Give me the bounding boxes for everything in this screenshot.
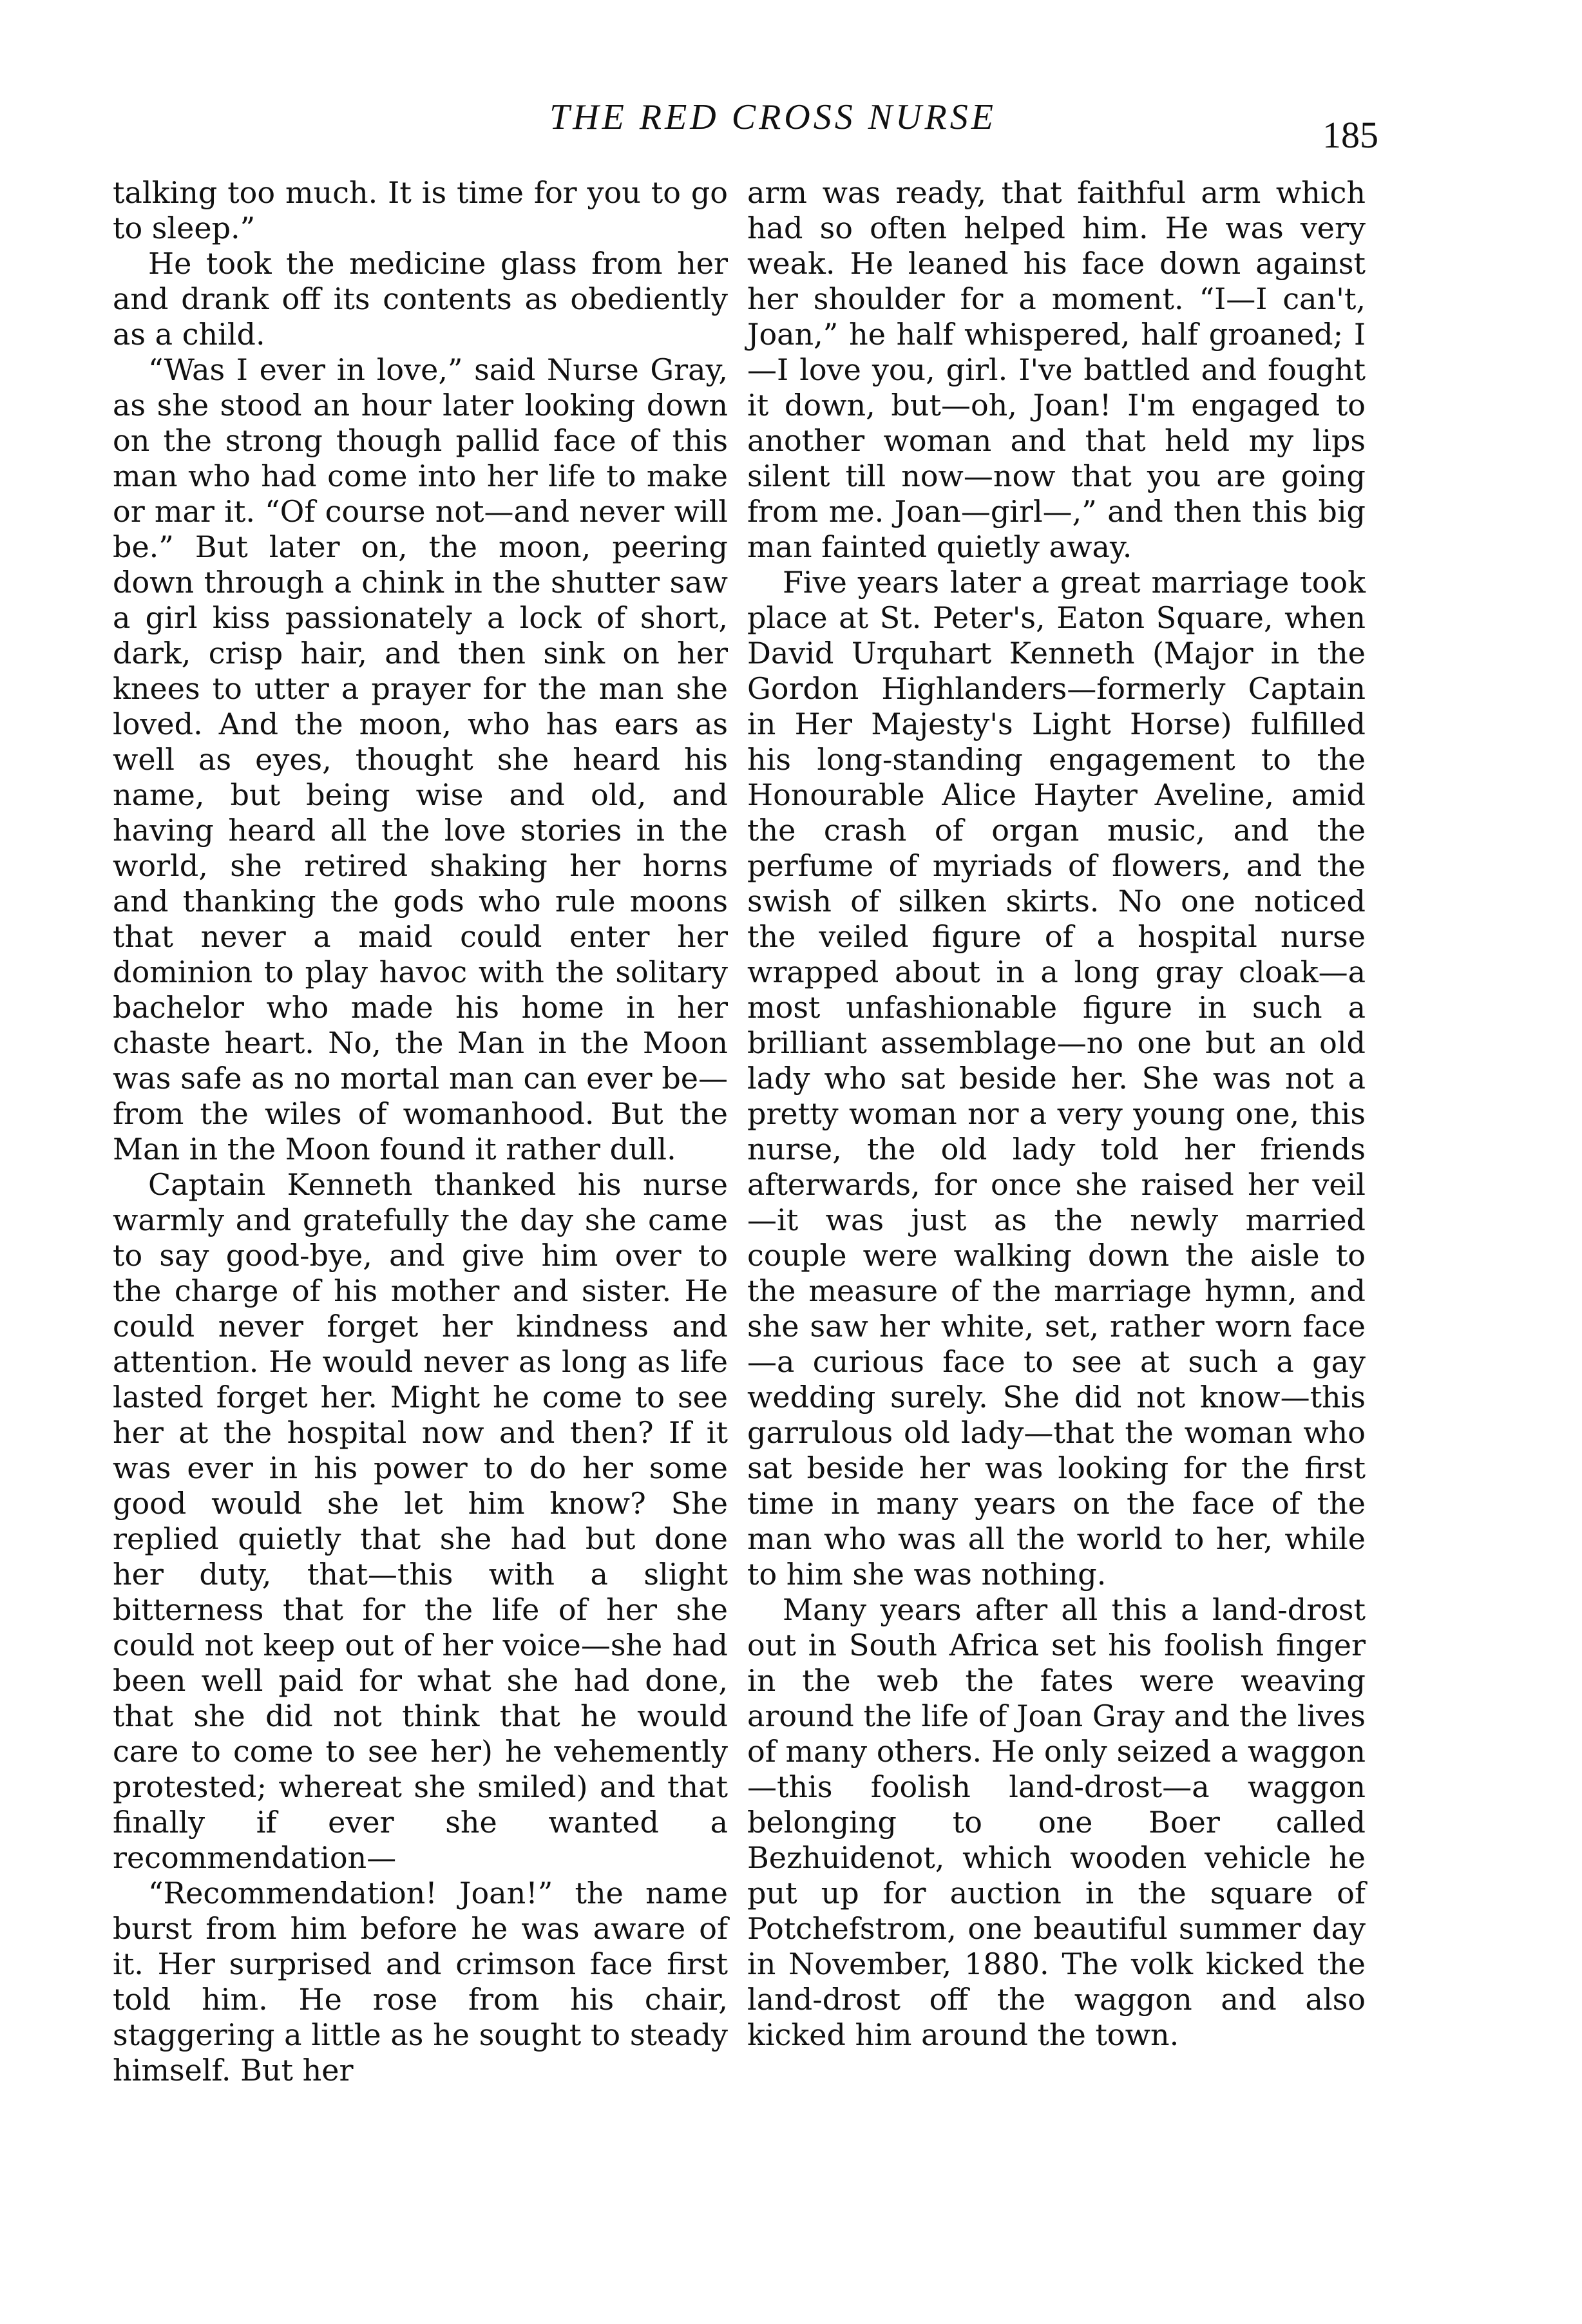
running-title: THE RED CROSS NURSE	[549, 97, 996, 137]
paragraph: Captain Kenneth thanked his nurse warmly and gratefully the day she came to say good-bye, and give him over to the charge of his mother and sister. He could never forget her kindness and attention. He would never as long as life lasted forget her. Might he come to see her at the hospital now and then? If it was ever in his power to do her some good would she let him know? She replied quietly that she had but done her duty, that—this with a slight bitterness that for the life of her she could not keep out of her voice—she had been well paid for what she had done, that she did not think that he would care to come to see her) he vehemently protested; whereat she smiled) and that finally if ever she wanted a recommendation—	[113, 1167, 728, 1875]
paragraph: Many years after all this a land-drost out in South Africa set his foolish finger in the web the fates were weaving around the life of Joan Gray and the lives of many others. He only seized a waggon—this foolish land-drost—a waggon belonging to one Boer called Bezhuidenot, which wooden vehicle he put up for auction in the square of Potchefstrom, one beautiful summer day in November, 1880. The volk kicked the land-drost off the waggon and also kicked him around the town.	[747, 1592, 1366, 2052]
paragraph: Five years later a great marriage took place at St. Peter's, Eaton Square, when David Urquhart Kenneth (Major in the Gordon Highlanders—formerly Captain in Her Majesty's Light Horse) fulfilled his long-standing engagement to the Honourable Alice Hayter Aveline, amid the crash of organ music, and the perfume of myriads of flowers, and the swish of silken skirts. No one noticed the veiled figure of a hospital nurse wrapped about in a long gray cloak—a most unfashionable figure in such a brilliant assemblage—no one but an old lady who sat beside her. She was not a pretty woman nor a very young one, this nurse, the old lady told her friends afterwards, for once she raised her veil—it was just as the newly married couple were walking down the aisle to the measure of the marriage hymn, and she saw her white, set, rather worn face—a curious face to see at such a gay wedding surely. She did not know—this garrulous old lady—that the woman who sat beside her was looking for the first time in many years on the face of the man who was all the world to her, while to him she was nothing.	[747, 565, 1366, 1592]
paragraph: “Recommendation! Joan!” the name burst from him before he was aware of it. Her surprised and crimson face first told him. He rose from his chair, staggering a little as he sought to steady himself. But her	[113, 1876, 728, 2088]
right-column	[747, 175, 1366, 2053]
page-number: 185	[1322, 114, 1378, 156]
paragraph: “Was I ever in love,” said Nurse Gray, as she stood an hour later looking down on the strong though pallid face of this man who had come into her life to make or mar it. “Of course not—and never will be.” But later on, the moon, peering down through a chink in the shutter saw a girl kiss passionately a lock of short, dark, crisp hair, and then sink on her knees to utter a prayer for the man she loved. And the moon, who has ears as well as eyes, thought she heard his name, but being wise and old, and having heard all the love stories in the world, she retired shaking her horns and thanking the gods who rule moons that never a maid could enter her dominion to play havoc with the solitary bachelor who made his home in her chaste heart. No, the Man in the Moon was safe as no mortal man can ever be—from the wiles of womanhood. But the Man in the Moon found it rather dull.	[113, 352, 728, 1167]
paragraph: arm was ready, that faithful arm which had so often helped him. He was very weak. He leaned his face down against her shoulder for a moment. “I—I can't, Joan,” he half whispered, half groaned; I—I love you, girl. I've battled and fought it down, but—oh, Joan! I'm engaged to another woman and that held my lips silent till now—now that you are going from me. Joan—girl—,” and then this big man fainted quietly away.	[747, 175, 1366, 564]
paragraph: talking too much. It is time for you to go to sleep.”	[113, 175, 728, 245]
paragraph: He took the medicine glass from her and drank off its contents as obediently as a child.	[113, 246, 728, 352]
left-column	[113, 175, 728, 2088]
